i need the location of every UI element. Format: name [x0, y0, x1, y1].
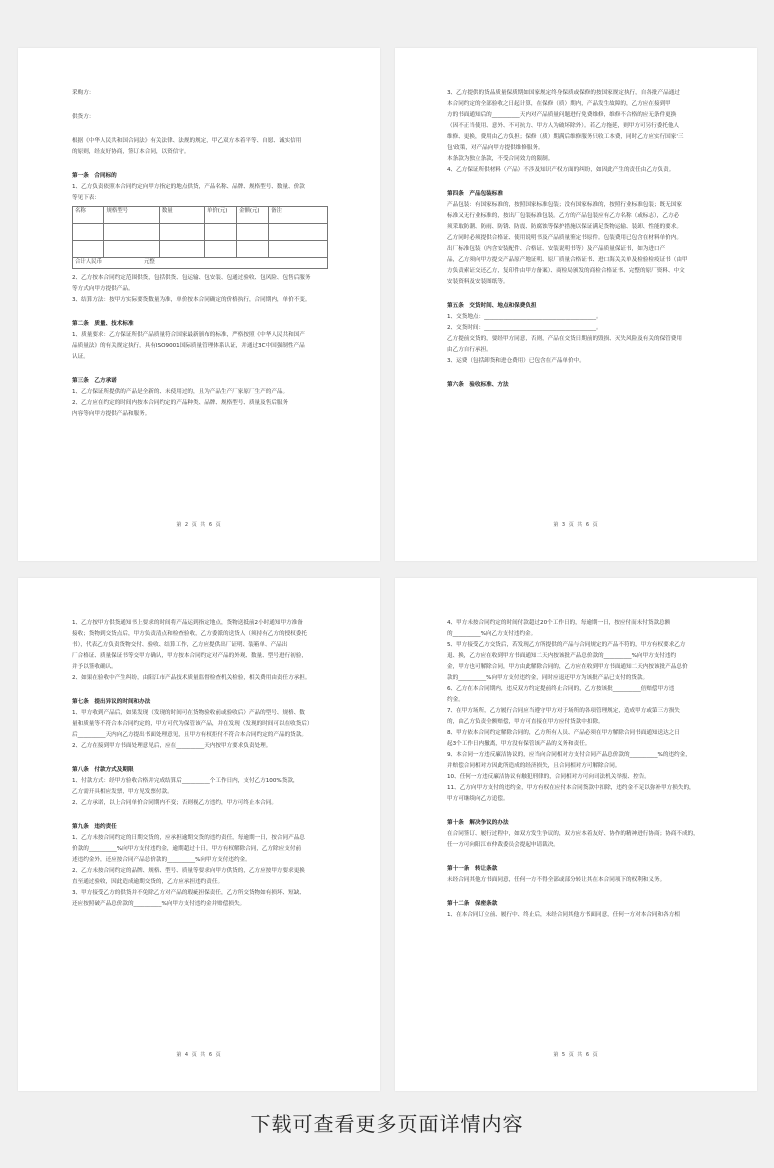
- text-line: 根据《中华人民共和国合同法》有关法律、法规的规定，甲乙双方本着平等、自愿、诚实信用: [72, 138, 302, 144]
- text-line: 2、乙方在接到甲方书面处理意见后，应在__________天内按甲方要求负责处理。: [72, 743, 272, 749]
- text-line: 2、乙方应在约定的时间内按本合同约定的产品种类、品牌、规格型号、质量及售后服务: [72, 400, 289, 406]
- text-line: 包'政策，对产品向甲方提供维修服务。: [447, 145, 544, 151]
- table-cell: [104, 241, 159, 258]
- section-heading: 第五条 交货时间、地点和保费负担: [447, 303, 537, 309]
- text-line: 的，由乙方负责全额赔偿，甲方可直接在甲方应付货款中扣除。: [447, 719, 604, 725]
- text-line: 品，乙方须向甲方提交产品原产地证明、原厂质量合格证书、进口海关关单及检验检疫证书（由甲: [447, 257, 688, 263]
- text-line: 后__________天内向乙方提出书面处理意见，且甲方有权拒付不符合本合同约定的产品的货款。: [72, 732, 307, 738]
- section-heading: 第二条 质量、技术标准: [72, 321, 134, 327]
- text-line: 1、乙方保证所提供的产品是全新的、未使用过的，且为产品生产厂家原厂生产的产品。: [72, 389, 289, 395]
- page-footer: 第 5 页 共 6 页: [553, 1052, 599, 1058]
- section-heading: 第四条 产品包装标准: [447, 191, 503, 197]
- page-footer: 第 4 页 共 6 页: [176, 1052, 222, 1058]
- text-line: 并予以签收确认。: [72, 664, 117, 670]
- table-header-cell: 名称: [73, 207, 104, 224]
- text-line: 起3个工作日内撤离，甲方没有保管该产品的义务和责任。: [447, 741, 591, 747]
- paragraph-gap: [72, 684, 326, 697]
- table-header-cell: 规格型号: [104, 207, 159, 224]
- text-line: 1、付款方式：经甲方验收合格并完成结算后__________个工作日内，支付乙方100%货款，: [72, 778, 299, 784]
- text-line: 1、交货地点：________________________________________。: [447, 314, 602, 320]
- table-total-row: [73, 258, 328, 269]
- text-line: 还应按照破产品总价款的__________%向甲方支付违约金并赔偿损失。: [72, 901, 246, 907]
- section-heading: 第一条 合同标的: [72, 173, 117, 179]
- section-heading: 第十一条 转让条款: [447, 866, 498, 872]
- text-line: 接收；货物到交货点后，甲方负责清点和检查验收，乙方委派的送货人（须持有乙方的授权委托: [72, 631, 307, 637]
- text-line: 约金。: [447, 697, 464, 703]
- text-line: 4、乙方保证所供材料（产品）不涉及知识产权方面的纠纷，如因此产生的责任由乙方负责。: [447, 167, 675, 173]
- text-line: 任一方可向阳江市仲裁委员会提起申请裁决。: [447, 842, 559, 848]
- page-footer: 第 2 页 共 6 页: [176, 522, 222, 528]
- text-line: 7、在甲方场所，乙方履行合同应当遵守甲方对于场所的各项管理规定，造成甲方或第三方损失: [447, 708, 680, 714]
- text-line: 内容等向甲方提供产品和服务。: [72, 411, 151, 417]
- document-page-3: [395, 48, 757, 561]
- paragraph-gap: [72, 123, 326, 136]
- total-unit: 元整: [143, 259, 155, 265]
- paragraph-gap: [447, 805, 701, 818]
- paragraph-gap: [72, 99, 326, 112]
- text-line: 由乙方自行承担。: [447, 347, 492, 353]
- section-heading: 第三条 乙方承诺: [72, 378, 117, 384]
- table-row: [73, 224, 328, 241]
- table-cell: [205, 224, 237, 241]
- document-page-4: [18, 578, 380, 1091]
- text-line: 等方式向甲方提供产品。: [72, 286, 134, 292]
- table-cell: [269, 224, 328, 241]
- page-content: [72, 618, 326, 910]
- document-page-2: [18, 48, 380, 561]
- text-line: 在合同签订、履行过程中，如双方发生争议的，双方应本着友好、协作的精神进行协商；协商不成的，: [447, 831, 699, 837]
- document-page-5: [395, 578, 757, 1091]
- table-cell: [104, 224, 159, 241]
- text-line: 1、乙方负责依照本合同约定向甲方指定的地点供货，产品名称、品牌、规格型号、数量、价款: [72, 184, 305, 190]
- paragraph-gap: [72, 752, 326, 765]
- table-header-row: [73, 207, 328, 224]
- text-line: 的原则，经友好协商，签订本合同，以资信守。: [72, 149, 190, 155]
- text-line: 1、乙方按甲方供货通知书上要求的时间将产品运到指定地点，货物送抵前2小时通知甲方准备: [72, 620, 303, 626]
- paragraph-gap: [447, 886, 701, 899]
- table-header-cell: 金额(元): [237, 207, 269, 224]
- text-line: 4、甲方未按合同约定的时间付款超过20个工作日的，每逾期一日，按应付而未付货款总额: [447, 620, 671, 626]
- paragraph-gap: [447, 176, 701, 189]
- text-line: 价款的__________%向甲方支付违约金，逾期超过十日，甲方有权解除合同，乙方除应支付前: [72, 846, 302, 852]
- text-line: 1、乙方未按合同约定的日期交货的，应承担逾期交货的违约责任，每逾期一日，按合同产品总: [72, 835, 305, 841]
- table-header-cell: 备注: [269, 207, 328, 224]
- text-line: 金，甲方也可解除合同，甲方由此解除合同的，乙方应在收到甲方书面通知二天内按该批产品总价: [447, 664, 688, 670]
- total-label: 合计人民币: [75, 259, 102, 265]
- table-header-cell: 数量: [159, 207, 204, 224]
- table-cell: [237, 224, 269, 241]
- table-cell: [73, 241, 104, 258]
- table-cell: [269, 241, 328, 258]
- text-line: 须采取防潮、防雨、防锈、防震、防腐蚀等保护措施以保证满足货物运输、装卸、性能的要求。: [447, 224, 682, 230]
- total-cell: [73, 258, 328, 269]
- page-content: [447, 88, 701, 391]
- paragraph-gap: [447, 851, 701, 864]
- text-line: 方的书面通知后的__________天内对产品质量问题进行免费维修，维修不合格的应无条件更换: [447, 112, 677, 118]
- text-line: 并赔偿合同相对方因此所造成的经济损失，且合同相对方可解除合同。: [447, 763, 621, 769]
- paragraph-gap: [72, 306, 326, 319]
- paragraph-gap: [72, 158, 326, 171]
- text-line: 退、换，乙方应在收到甲方书面通知二天内按该批产品总价款的__________%向甲方支付违约: [447, 653, 677, 659]
- text-line: 标准又无行业标准的，按出厂包装标准包装。乙方的产品包装应有乙方名称（或标志），乙方必: [447, 213, 680, 219]
- text-line: 3、甲方接受乙方的供货并不免除乙方对产品的瑕疵担保责任，乙方所交货物如有损坏、短缺、: [72, 890, 305, 896]
- text-line: 2、如果在验收中产生纠纷，由阳江市产品技术质量监督检查机关检验，相关费用由责任方承担。: [72, 675, 311, 681]
- page-content: [447, 618, 701, 921]
- text-line: 乙方需开具相应发票，甲方见发票付款。: [72, 789, 173, 795]
- text-line: 3、运费（包括卸货和进仓费用）已包含在产品单价中。: [447, 358, 585, 364]
- text-line: 款的__________%向甲方支付违约金，同时应退还甲方为该批产品已支付的货款。: [447, 675, 649, 681]
- section-heading: 第六条 验收标准、方法: [447, 382, 509, 388]
- text-line: 述违约金外，还应按合同产品总价款的__________%向甲方支付违约金。: [72, 857, 251, 863]
- text-line: 出厂标准包装（内含安装配件、合格证、安装说明书等）及产品质量保证书，如为进口产: [447, 246, 666, 252]
- text-line: 未经合同其他方书面同意，任何一方不得全部或部分转让其在本合同项下的权利和义务。: [447, 877, 666, 883]
- text-line: 1、质量要求：乙方保证所供产品质量符合国家最新颁布的标准，严格按照《中华人民共和国产: [72, 332, 305, 338]
- table-header-cell: 单价(元): [205, 207, 237, 224]
- text-line: 6、乙方在本合同期内，违反双方约定提前终止合同的，乙方按该批__________倍赔偿甲方违: [447, 686, 675, 692]
- table-cell: [205, 241, 237, 258]
- paragraph-gap: [447, 367, 701, 380]
- text-line: 品质量法》的有关规定执行，具有ISO9001国际质量管理体系认证，并通过3C中国强制性产品: [72, 343, 305, 349]
- section-heading: 第十条 解决争议的办法: [447, 820, 509, 826]
- section-heading: 第九条 违约责任: [72, 824, 117, 830]
- download-more-caption[interactable]: 下载可查看更多页面详情内容: [250, 1112, 524, 1136]
- text-line: 认证。: [72, 354, 89, 360]
- text-line: 8、甲方依本合同约定解除合同的，乙方所有人员、产品必须在甲方解除合同书面通知送达之日: [447, 730, 680, 736]
- page-content: [72, 88, 326, 420]
- text-line: 厂合格证、质量保证书等交甲方确认，甲方按本合同约定对产品的外观、数量、型号进行初验，: [72, 653, 307, 659]
- section-heading: 第八条 付款方式及期限: [72, 767, 134, 773]
- text-line: 1、甲方收到产品后，如果发现（发现的时间可在货物验收前或验收后）产品的型号、规格、数: [72, 710, 305, 716]
- section-heading: 第七条 提出异议的时间和办法: [72, 699, 151, 705]
- paragraph-gap: [72, 809, 326, 822]
- text-line: 产品包装：有国家标准的，按照国家标准包装；没有国家标准的，按照行业标准包装；既无国家: [447, 202, 682, 208]
- text-line: 3、乙方提供的货品质量保质期如国家规定终身保质或保修的按国家规定执行，自各批产品通过: [447, 90, 680, 96]
- text-line: 维修、更换，费用由乙方负担；保修（质）期满后维修服务只收工本费，同时乙方应实行国家'三: [447, 134, 684, 140]
- goods-table: [72, 206, 328, 269]
- text-line: 3、结算方法：按甲方实际要货数量为准，单价按本合同确定的价格执行，合同期内，单价不变。: [72, 297, 311, 303]
- table-row: [73, 241, 328, 258]
- text-line: 10、任何一方违反廉洁协议有触犯刑律的，合同相对方可向司法机关举报、控告。: [447, 774, 650, 780]
- table-cell: [159, 224, 204, 241]
- text-line: 2、乙方承诺，以上合同单价合同期内不变；否则视乙方违约，甲方可终止本合同。: [72, 800, 277, 806]
- text-line: 的__________%向乙方支付违约金。: [447, 631, 537, 637]
- text-line: 本合同约定的全部验收之日起计算，在保修（质）期内，产品发生故障的，乙方应在接到甲: [447, 101, 671, 107]
- text-line: 2、乙方按本合同约定范围供货，包括供货、包运输、包安装、包通过验收、包风险、包售后服务: [72, 275, 311, 281]
- table-cell: [237, 241, 269, 258]
- text-line: 方负责索证交还乙方，复印件由甲方备案）、商检局颁发的商检合格证书、完整的原厂资料、中文: [447, 268, 685, 274]
- text-line: 供货方：: [72, 114, 95, 120]
- text-line: 11、乙方向甲方支付的违约金，甲方有权在应付本合同货款中扣除，违约金不足以弥补甲方损失的，: [447, 785, 695, 791]
- text-line: 1、在本合同订立前、履行中、终止后，未经合同其他方书面同意，任何一方对本合同和各方相: [447, 912, 680, 918]
- text-line: 安装资料及安装图纸等。: [447, 279, 509, 285]
- text-line: 9、本合同一方违反廉洁协议的，应当向合同相对方支付合同产品总价款的__________%的违约金，: [447, 752, 691, 758]
- text-line: 甲方可继续向乙方追偿。: [447, 796, 509, 802]
- page-footer: 第 3 页 共 6 页: [553, 522, 599, 528]
- text-line: 量和质量等不符合本合同约定的，甲方可代为保管该产品，并在发现（发现的时间可以在收货后）: [72, 721, 313, 727]
- text-line: 乙方同时必须提供合格证、使用说明书及产品质量鉴定书原件。包装费用已包含在材料单价内。: [447, 235, 682, 241]
- text-line: （因不正当使用、意外、不可抗力、甲方人为破坏除外）。若乙方拖延，则甲方可另行委托他人: [447, 123, 680, 129]
- text-line: 直至通过验收，因此造成逾期交货的，乙方应承担违约责任。: [72, 879, 224, 885]
- text-line: 2、交货时间：________________________________________。: [447, 325, 602, 331]
- text-line: 5、甲方接受乙方交货后，若发现乙方所提供的产品与合同规定的产品不符的，甲方有权要求乙方: [447, 642, 686, 648]
- text-line: 乙方提前交货的，要经甲方同意，否则，产品在交货日期前的毁损、灭失风险及有关的保管费用: [447, 336, 682, 342]
- paragraph-gap: [72, 363, 326, 376]
- paragraph-gap: [447, 288, 701, 301]
- text-line: 本条款为独立条款，不受合同效力的限制。: [447, 156, 554, 162]
- text-line: 书），代表乙方负责货物交付、验收、结算工作，乙方应提供出厂证明、装箱单、产品出: [72, 642, 288, 648]
- text-line: 2、乙方未按合同约定的品牌、规格、型号、质量等要求向甲方供货的，乙方应按甲方要求更换: [72, 868, 305, 874]
- section-heading: 第十二条 保密条款: [447, 901, 498, 907]
- text-line: 等见下表：: [72, 195, 100, 201]
- table-cell: [73, 224, 104, 241]
- text-line: 采购方：: [72, 90, 95, 96]
- table-cell: [159, 241, 204, 258]
